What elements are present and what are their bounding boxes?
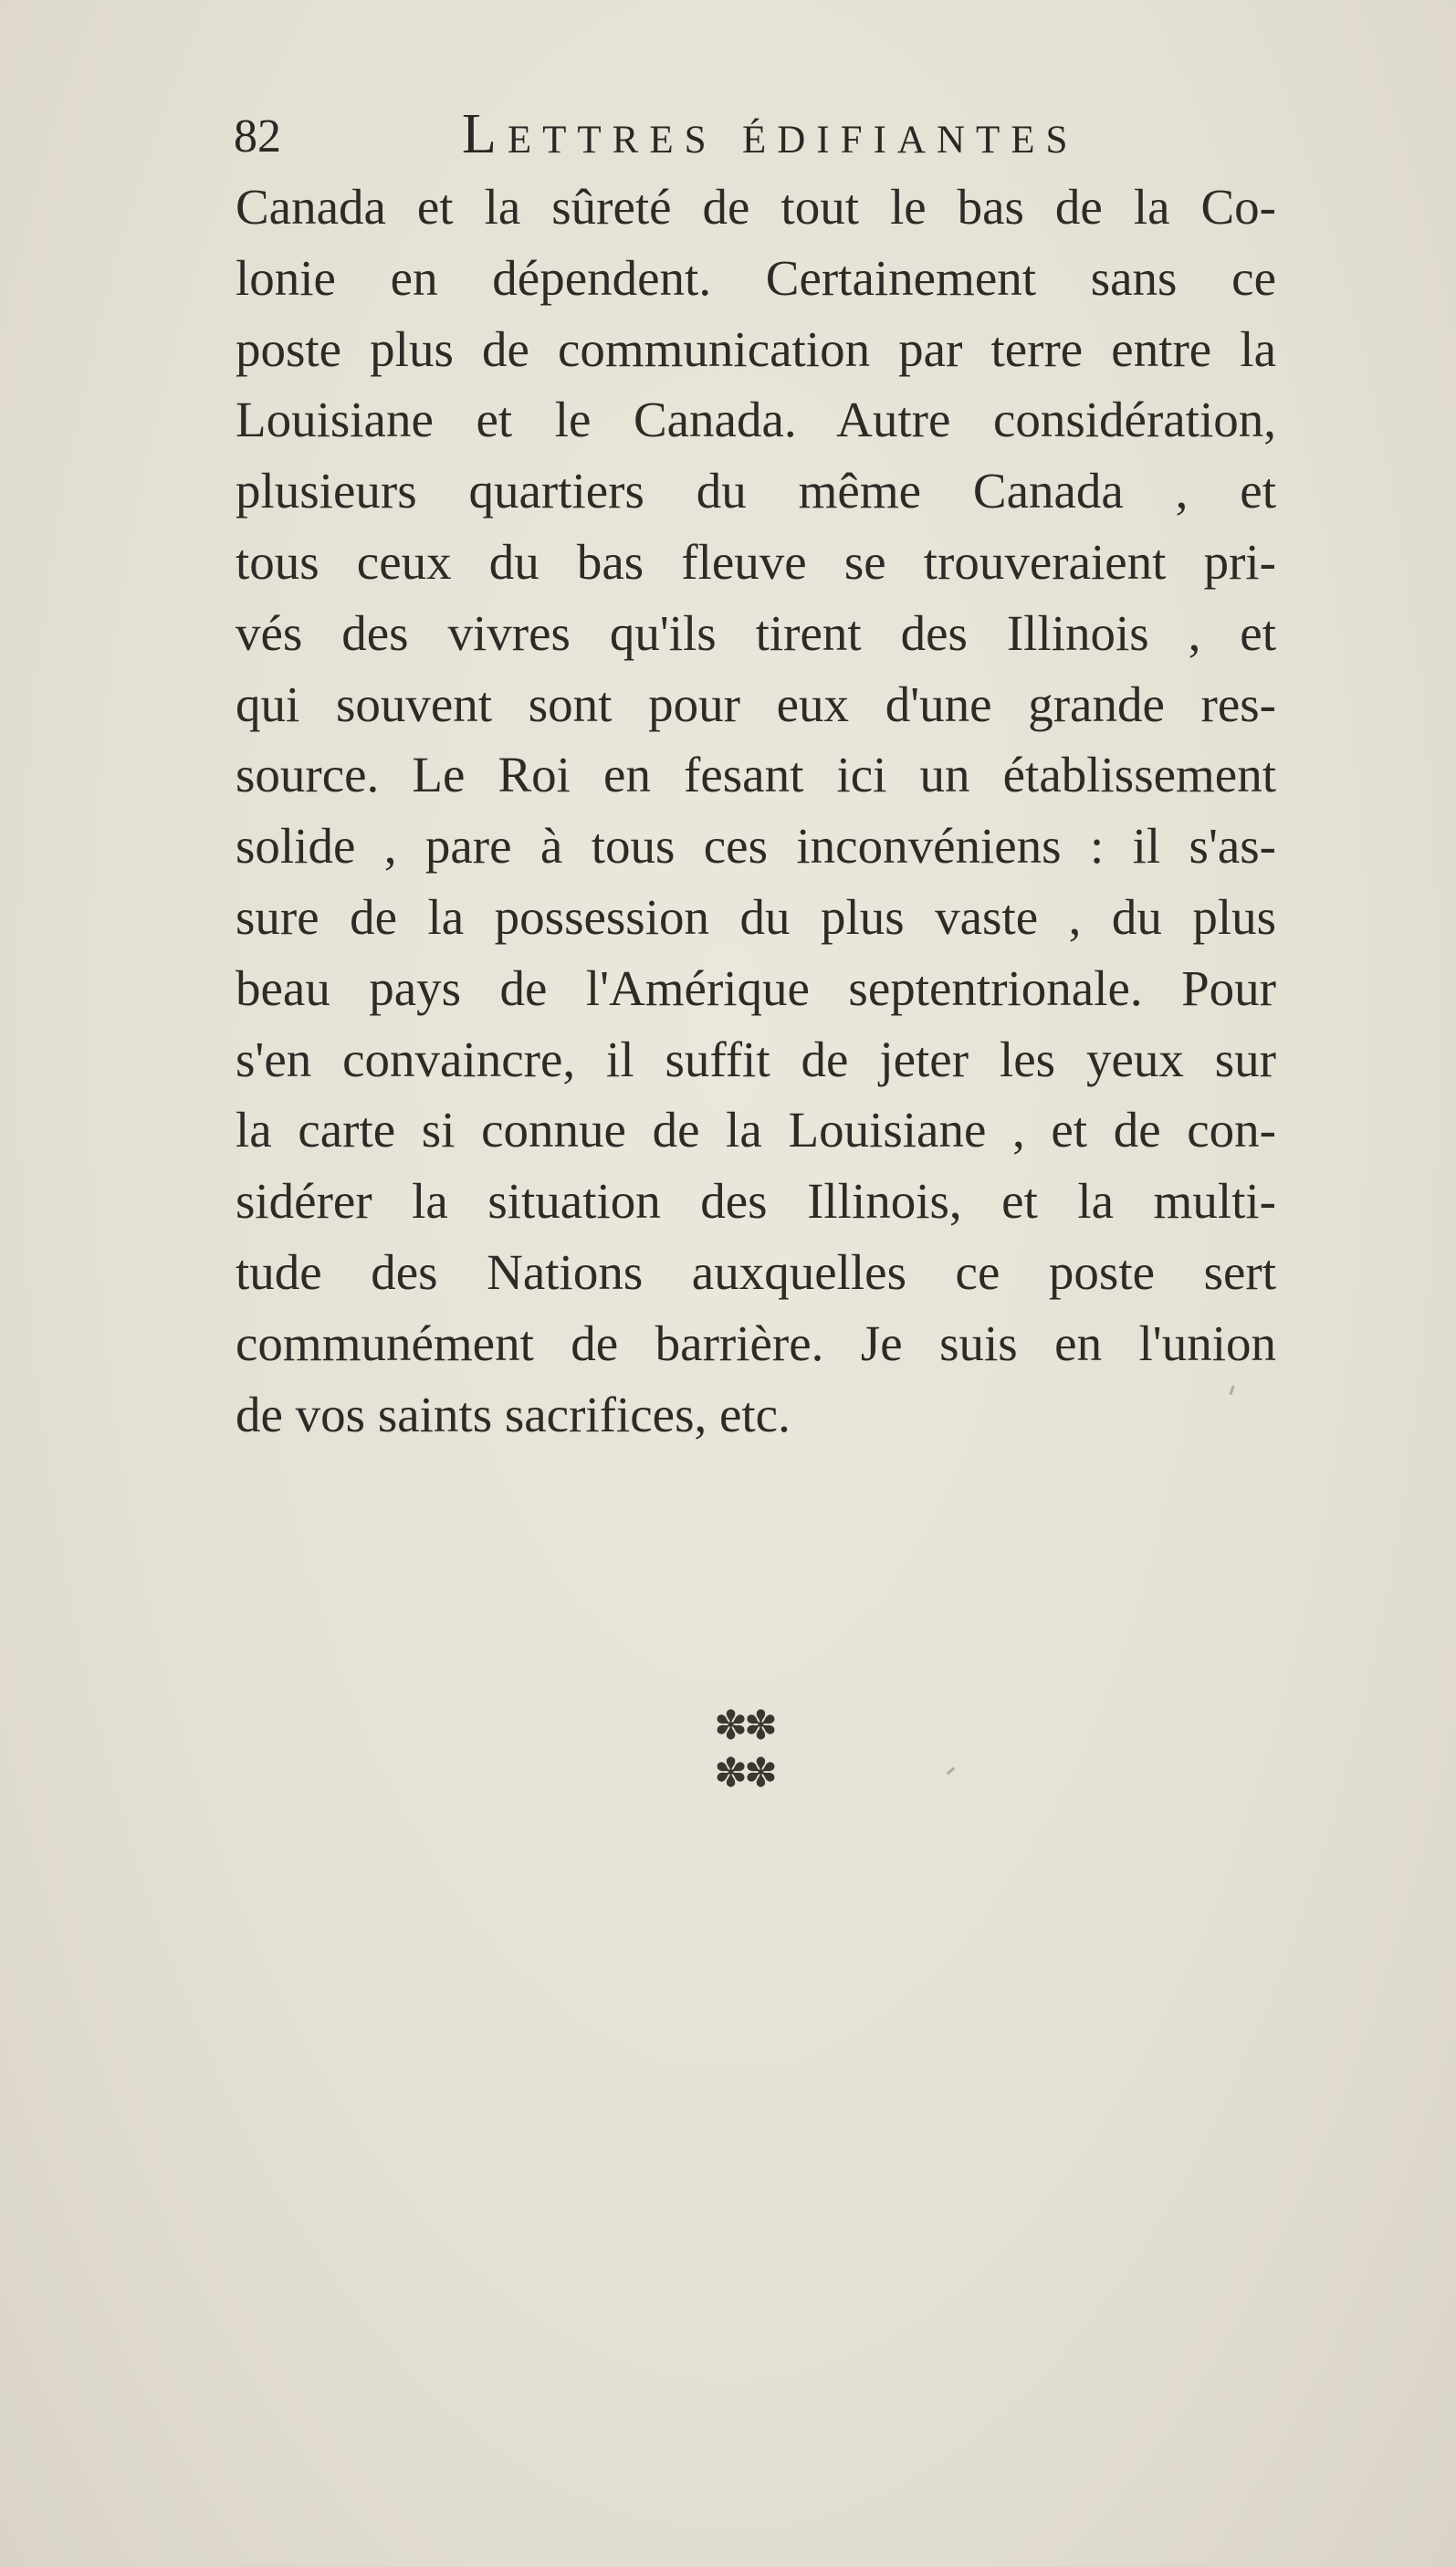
text-line: Louisiane et le Canada. Autre considération, bbox=[236, 392, 1276, 448]
paper-speck bbox=[947, 1767, 956, 1776]
text-line: s'en convaincre, il suffit de jeter les yeux sur bbox=[236, 1031, 1276, 1087]
text-line: sure de la possession du plus vaste , du plus bbox=[236, 888, 1276, 945]
end-ornament bbox=[703, 1703, 785, 1797]
text-line: poste plus de communication par terre entre la bbox=[236, 320, 1276, 377]
text-line: communément de barrière. Je suis en l'union bbox=[236, 1315, 1276, 1371]
text-line: sidérer la situation des Illinois, et la multi- bbox=[236, 1173, 1276, 1230]
body-text bbox=[236, 172, 1276, 1450]
page-number: 82 bbox=[234, 110, 281, 162]
text-line: source. Le Roi en fesant ici un établissement bbox=[236, 747, 1276, 803]
text-line: vés des vivres qu'ils tirent des Illinois , et bbox=[236, 604, 1276, 661]
text-line: beau pays de l'Amérique septentrionale. Pour bbox=[236, 959, 1276, 1016]
running-head bbox=[234, 102, 1274, 175]
text-line: Canada et la sûreté de tout le bas de la Co- bbox=[236, 179, 1276, 235]
text-line: qui souvent sont pour eux d'une grande res- bbox=[236, 676, 1276, 732]
running-title: Lettres édifiantes bbox=[462, 103, 1079, 165]
ornament-row: ✽✽ bbox=[714, 1703, 774, 1749]
text-line: lonie en dépendent. Certainement sans ce bbox=[236, 249, 1276, 306]
text-line: de vos saints sacrifices, etc. bbox=[236, 1386, 791, 1442]
text-line: tous ceux du bas fleuve se trouveraient pri- bbox=[236, 533, 1276, 590]
text-line: la carte si connue de la Louisiane , et de con- bbox=[236, 1102, 1276, 1158]
text-line: tude des Nations auxquelles ce poste sert bbox=[236, 1243, 1276, 1300]
text-line: plusieurs quartiers du même Canada , et bbox=[236, 463, 1276, 519]
text-line: solide , pare à tous ces inconvéniens : il s'as- bbox=[236, 818, 1276, 875]
ornament-row: ✽✽ bbox=[714, 1750, 774, 1797]
